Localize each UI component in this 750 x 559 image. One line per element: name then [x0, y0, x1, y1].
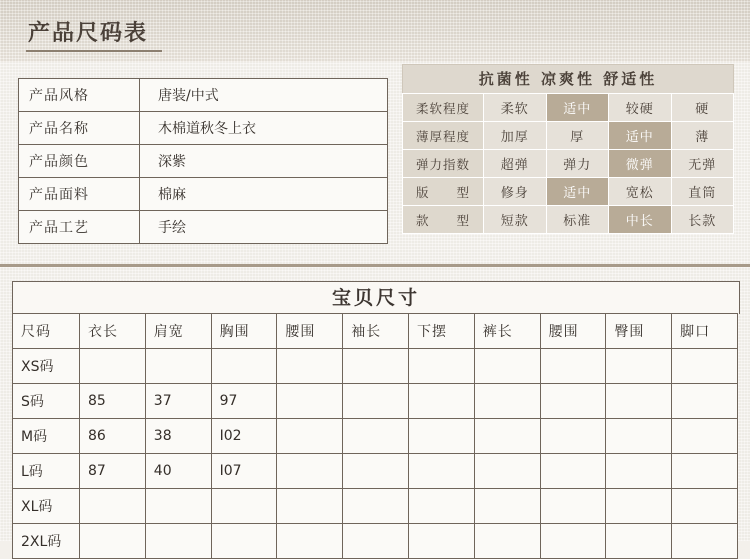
- property-option: 加厚: [484, 122, 547, 150]
- size-column-header: 肩宽: [145, 314, 211, 349]
- size-cell: [540, 454, 606, 489]
- size-cell: [211, 489, 277, 524]
- size-cell: [145, 489, 211, 524]
- size-measurement-table: [12, 313, 738, 559]
- size-cell: [145, 524, 211, 559]
- info-key: 产品颜色: [19, 145, 140, 178]
- size-column-header: 腰围: [540, 314, 606, 349]
- table-row: [19, 112, 388, 145]
- info-key: 产品工艺: [19, 211, 140, 244]
- size-cell: [408, 384, 474, 419]
- table-row: [13, 524, 738, 559]
- property-option: 较硬: [609, 94, 672, 122]
- size-cell: [80, 524, 146, 559]
- table-row: [13, 454, 738, 489]
- size-cell: [211, 524, 277, 559]
- size-cell: 97: [211, 384, 277, 419]
- property-header: 抗菌性 凉爽性 舒适性: [402, 64, 734, 93]
- size-cell: [277, 524, 343, 559]
- size-cell: 87: [80, 454, 146, 489]
- size-cell: 40: [145, 454, 211, 489]
- size-cell: [606, 419, 672, 454]
- size-cell: [277, 419, 343, 454]
- size-cell: 38: [145, 419, 211, 454]
- size-cell: [540, 419, 606, 454]
- table-row: [403, 206, 734, 234]
- property-option: 弹力: [546, 150, 609, 178]
- size-column-header: 下摆: [408, 314, 474, 349]
- size-cell: I02: [211, 419, 277, 454]
- size-label: S码: [13, 384, 80, 419]
- size-cell: [145, 349, 211, 384]
- property-option: 硬: [671, 94, 734, 122]
- size-cell: [80, 349, 146, 384]
- size-label: L码: [13, 454, 80, 489]
- size-cell: I07: [211, 454, 277, 489]
- size-cell: [277, 384, 343, 419]
- property-option: 无弹: [671, 150, 734, 178]
- size-cell: [474, 524, 540, 559]
- size-label: M码: [13, 419, 80, 454]
- size-cell: [672, 489, 738, 524]
- size-cell: [408, 349, 474, 384]
- size-cell: [606, 384, 672, 419]
- page-banner: [0, 0, 750, 62]
- size-cell: [211, 349, 277, 384]
- size-table-title: 宝贝尺寸: [12, 281, 740, 314]
- size-cell: [540, 349, 606, 384]
- size-cell: [80, 489, 146, 524]
- property-option-selected: 中长: [609, 206, 672, 234]
- size-cell: [474, 454, 540, 489]
- info-value: 木棉道秋冬上衣: [140, 112, 388, 145]
- size-cell: [343, 384, 409, 419]
- size-label: 2XL码: [13, 524, 80, 559]
- size-cell: 85: [80, 384, 146, 419]
- table-row: [403, 150, 734, 178]
- table-row: [13, 384, 738, 419]
- property-option-selected: 适中: [546, 178, 609, 206]
- size-column-header: 尺码: [13, 314, 80, 349]
- property-option-selected: 适中: [609, 122, 672, 150]
- size-cell: [672, 454, 738, 489]
- size-cell: [277, 454, 343, 489]
- info-key: 产品名称: [19, 112, 140, 145]
- table-row: [13, 349, 738, 384]
- property-table: [402, 93, 734, 234]
- size-cell: [672, 349, 738, 384]
- property-option: 长款: [671, 206, 734, 234]
- size-column-header: 脚口: [672, 314, 738, 349]
- property-label: 弹力指数: [403, 150, 484, 178]
- section-divider: [0, 264, 750, 267]
- size-label: XL码: [13, 489, 80, 524]
- size-cell: [606, 524, 672, 559]
- table-row: [13, 489, 738, 524]
- property-option-selected: 微弹: [609, 150, 672, 178]
- size-cell: [474, 419, 540, 454]
- size-cell: [277, 489, 343, 524]
- size-cell: [672, 524, 738, 559]
- size-label: XS码: [13, 349, 80, 384]
- size-cell: [277, 349, 343, 384]
- property-option: 标准: [546, 206, 609, 234]
- size-cell: [540, 489, 606, 524]
- size-cell: [606, 454, 672, 489]
- size-cell: [408, 419, 474, 454]
- property-label: 柔软程度: [403, 94, 484, 122]
- size-cell: [408, 489, 474, 524]
- table-row: [19, 145, 388, 178]
- size-cell: [343, 419, 409, 454]
- size-cell: 37: [145, 384, 211, 419]
- size-cell: [540, 524, 606, 559]
- size-cell: [606, 489, 672, 524]
- property-label: 款 型: [403, 206, 484, 234]
- size-cell: [474, 489, 540, 524]
- size-cell: [672, 419, 738, 454]
- info-value: 唐装/中式: [140, 79, 388, 112]
- size-cell: [540, 384, 606, 419]
- table-row: [19, 211, 388, 244]
- table-row: [19, 79, 388, 112]
- property-option-selected: 适中: [546, 94, 609, 122]
- size-cell: [408, 524, 474, 559]
- size-cell: 86: [80, 419, 146, 454]
- fabric-property-panel: [402, 64, 734, 234]
- size-cell: [474, 384, 540, 419]
- property-option: 超弹: [484, 150, 547, 178]
- size-cell: [474, 349, 540, 384]
- size-column-header: 腰围: [277, 314, 343, 349]
- info-value: 手绘: [140, 211, 388, 244]
- table-header-row: [13, 314, 738, 349]
- info-value: 深紫: [140, 145, 388, 178]
- info-key: 产品面料: [19, 178, 140, 211]
- property-option: 直筒: [671, 178, 734, 206]
- size-column-header: 衣长: [80, 314, 146, 349]
- size-cell: [606, 349, 672, 384]
- property-label: 版 型: [403, 178, 484, 206]
- table-row: [403, 178, 734, 206]
- property-option: 柔软: [484, 94, 547, 122]
- size-column-header: 胸围: [211, 314, 277, 349]
- property-option: 短款: [484, 206, 547, 234]
- table-row: [13, 419, 738, 454]
- table-row: [19, 178, 388, 211]
- size-column-header: 裤长: [474, 314, 540, 349]
- title-underline: [26, 50, 162, 52]
- property-option: 宽松: [609, 178, 672, 206]
- info-value: 棉麻: [140, 178, 388, 211]
- info-key: 产品风格: [19, 79, 140, 112]
- property-option: 修身: [484, 178, 547, 206]
- page-title: 产品尺码表: [28, 21, 149, 46]
- property-option: 薄: [671, 122, 734, 150]
- size-cell: [343, 349, 409, 384]
- table-row: [403, 94, 734, 122]
- size-column-header: 臀围: [606, 314, 672, 349]
- product-info-table: [18, 78, 388, 244]
- size-cell: [343, 489, 409, 524]
- size-cell: [672, 384, 738, 419]
- size-cell: [343, 454, 409, 489]
- table-row: [403, 122, 734, 150]
- size-cell: [343, 524, 409, 559]
- size-cell: [408, 454, 474, 489]
- property-option: 厚: [546, 122, 609, 150]
- property-label: 薄厚程度: [403, 122, 484, 150]
- size-column-header: 袖长: [343, 314, 409, 349]
